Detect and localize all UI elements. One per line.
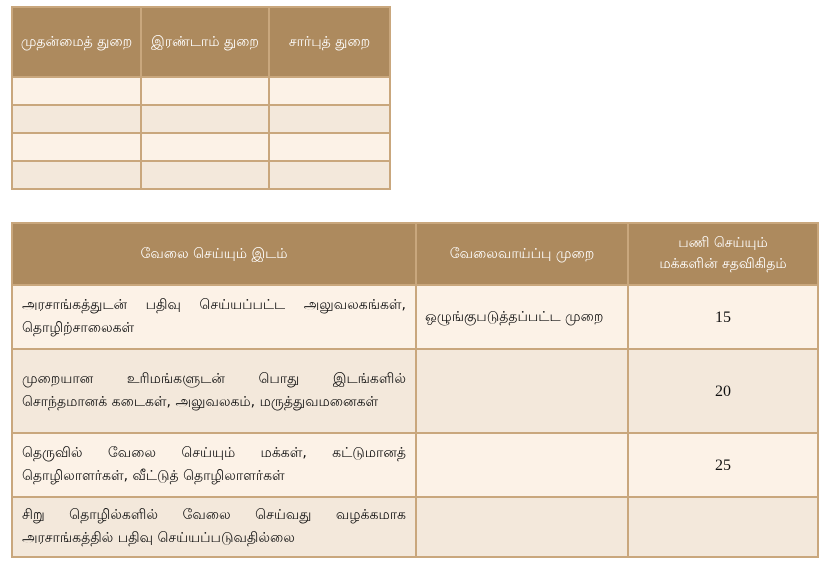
table-cell: [141, 133, 269, 161]
table-cell: [269, 133, 390, 161]
table-cell: [12, 105, 141, 133]
percentage-cell: 20: [628, 349, 818, 433]
table-row: [12, 349, 818, 433]
header-employment-mode: வேலைவாய்ப்பு முறை: [416, 223, 628, 285]
table-row: [12, 133, 390, 161]
table-row: [12, 105, 390, 133]
employment-mode-cell: [416, 433, 628, 497]
header-primary-sector: முதன்மைத் துறை: [12, 7, 141, 77]
header-workplace: வேலை செய்யும் இடம்: [12, 223, 416, 285]
employment-mode-cell: [416, 497, 628, 557]
table-cell: [141, 105, 269, 133]
header-tertiary-sector: சார்புத் துறை: [269, 7, 390, 77]
workplace-cell: முறையான உரிமங்களுடன் பொது இடங்களில் சொந்தமானக் கடைகள், அலுவலகம், மருத்துவமனைகள்: [12, 349, 416, 433]
table-cell: [141, 77, 269, 105]
employment-mode-cell: ஒழுங்குபடுத்தப்பட்ட முறை: [416, 285, 628, 349]
table-cell: [12, 133, 141, 161]
table-cell: [12, 77, 141, 105]
table-cell: [269, 161, 390, 189]
workplace-cell: தெருவில் வேலை செய்யும் மக்கள், கட்டுமானத் தொழிலாளர்கள், வீட்டுத் தொழிலாளர்கள்: [12, 433, 416, 497]
percentage-cell: 25: [628, 433, 818, 497]
employment-table: [11, 222, 819, 558]
table-row: [12, 497, 818, 557]
table-cell: [269, 105, 390, 133]
header-worker-percentage: பணி செய்யும் மக்களின் சதவிகிதம்: [628, 223, 818, 285]
table-row: [12, 77, 390, 105]
table-cell: [141, 161, 269, 189]
table-cell: [269, 77, 390, 105]
sectors-table: [11, 6, 391, 190]
employment-mode-cell: [416, 349, 628, 433]
header-secondary-sector: இரண்டாம் துறை: [141, 7, 269, 77]
table-cell: [12, 161, 141, 189]
workplace-cell: அரசாங்கத்துடன் பதிவு செய்யப்பட்ட அலுவலகங்கள், தொழிற்சாலைகள்: [12, 285, 416, 349]
workplace-cell: சிறு தொழில்களில் வேலை செய்வது வழக்கமாக அரசாங்கத்தில் பதிவு செய்யப்படுவதில்லை: [12, 497, 416, 557]
table-row: [12, 433, 818, 497]
percentage-cell: [628, 497, 818, 557]
percentage-cell: 15: [628, 285, 818, 349]
table-row: [12, 161, 390, 189]
table-row: [12, 285, 818, 349]
